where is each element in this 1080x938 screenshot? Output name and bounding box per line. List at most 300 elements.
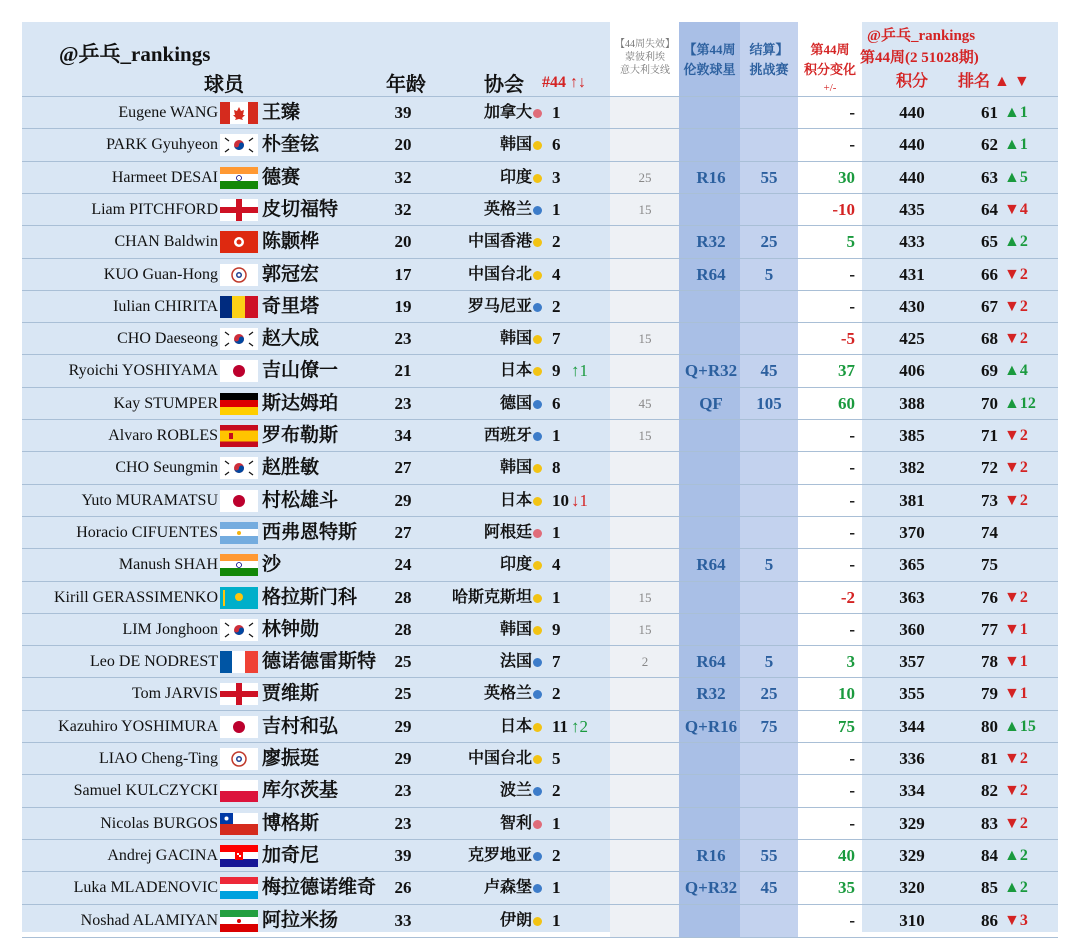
world-rank: 66: [981, 264, 998, 284]
player-chinese-name: 梅拉德诺维奇: [262, 877, 377, 899]
week44-rank-in-assoc: 7: [552, 652, 561, 672]
points-total: 440: [899, 167, 925, 187]
challenge-band: [740, 808, 798, 840]
player-english-name: Kirill GERASSIMENKO: [53, 588, 218, 606]
week44-rank-in-assoc: 2: [552, 296, 561, 316]
player-association: 中国香港: [467, 233, 532, 251]
week44-rank-in-assoc: 6: [552, 135, 561, 155]
india-flag-icon: [220, 167, 258, 189]
table-row: [22, 516, 1058, 549]
world-rank: 82: [981, 781, 998, 801]
player-association: 英格兰: [483, 685, 532, 703]
player-association: 波兰: [499, 782, 532, 800]
stage-band: [679, 194, 740, 226]
challenge-points: 105: [756, 393, 782, 413]
table-row: [22, 322, 1058, 355]
taipei-flag-icon: [220, 264, 258, 286]
week44-rank-in-assoc: 2: [552, 781, 561, 801]
player-association: 韩国: [499, 620, 532, 638]
player-english-name: Manush SHAH: [118, 556, 218, 574]
points-total: 370: [899, 522, 925, 542]
points-total: 435: [899, 199, 925, 219]
player-english-name: Luka MLADENOVIC: [73, 879, 218, 897]
challenge-points: 45: [760, 878, 778, 898]
england-flag-icon: [220, 683, 258, 705]
rank-movement: ▼2: [1004, 330, 1028, 348]
week44-rank-in-assoc: 1: [552, 587, 561, 607]
world-rank: 81: [981, 749, 998, 768]
association-dot-icon: [533, 464, 542, 473]
world-rank: 86: [981, 910, 998, 930]
player-association: 印度: [499, 556, 532, 574]
world-rank: 84: [981, 845, 998, 865]
points-total: 381: [899, 490, 925, 510]
player-age: 27: [394, 522, 412, 542]
player-chinese-name: 阿拉米扬: [262, 909, 339, 931]
lost-points-band: [610, 840, 679, 872]
world-rank: 61: [981, 103, 998, 122]
points-change: -: [849, 296, 855, 316]
table-row: [22, 613, 1058, 646]
week44-rank-in-assoc: 2: [552, 684, 561, 704]
lost-points: 15: [638, 331, 652, 347]
table-row: [22, 419, 1058, 452]
week44-stage: R64: [696, 652, 726, 672]
points-change: 60: [838, 393, 855, 413]
japan-flag-icon: [220, 490, 258, 512]
player-english-name: CHO Seungmin: [115, 459, 218, 477]
korea-flag-icon: [220, 328, 258, 350]
player-english-name: Eugene WANG: [118, 104, 218, 121]
player-english-name: Andrej GACINA: [107, 846, 218, 864]
association-dot-icon: [533, 561, 542, 570]
world-rank: 71: [981, 426, 998, 445]
spain-flag-icon: [220, 425, 258, 447]
stage-band: [679, 485, 740, 517]
header-change-sub: +/-: [823, 82, 837, 94]
points-change: -: [849, 781, 855, 801]
player-english-name: CHAN Baldwin: [114, 233, 218, 251]
week44-rank-in-assoc: 4: [552, 555, 561, 575]
player-chinese-name: 村松雄斗: [262, 489, 339, 511]
week44-rank-in-assoc: 7: [552, 329, 561, 349]
rank-movement: ▼2: [1004, 265, 1028, 283]
player-age: 23: [394, 393, 412, 413]
points-total: 334: [899, 781, 925, 801]
week44-stage: R32: [696, 684, 726, 704]
germany-flag-icon: [220, 393, 258, 415]
korea-flag-icon: [220, 134, 258, 156]
world-rank: 80: [981, 716, 998, 736]
player-chinese-name: 吉村和弘: [262, 715, 339, 737]
table-row: [22, 839, 1058, 872]
player-association: 智利: [499, 814, 532, 832]
week44-rank-in-assoc: 8: [552, 458, 561, 478]
chile-flag-icon: [220, 813, 258, 835]
association-dot-icon: [533, 271, 542, 280]
player-association: 韩国: [499, 136, 532, 154]
week44-rank-in-assoc: 1: [552, 813, 561, 833]
lost-points-band: [610, 711, 679, 743]
player-association: 加拿大: [483, 104, 532, 121]
luxembourg-flag-icon: [220, 877, 258, 899]
week44-rank-in-assoc: 6: [552, 393, 561, 413]
points-change: -: [849, 458, 855, 478]
player-age: 28: [394, 619, 412, 639]
england-flag-icon: [220, 199, 258, 221]
player-english-name: Leo DE NODREST: [90, 653, 218, 671]
korea-flag-icon: [220, 619, 258, 641]
points-total: 329: [899, 845, 925, 865]
player-age: 17: [394, 264, 412, 284]
association-dot-icon: [533, 884, 542, 893]
player-chinese-name: 库尔茨基: [262, 780, 339, 802]
croatia-flag-icon: [220, 845, 258, 867]
week44-rank-in-assoc: 9: [552, 361, 561, 381]
player-english-name: LIM Jonghoon: [122, 620, 218, 638]
week44-stage: R32: [696, 232, 726, 252]
stage-band: [679, 614, 740, 646]
table-row: [22, 774, 1058, 807]
challenge-band: [740, 291, 798, 323]
points-total: 440: [899, 103, 925, 122]
player-age: 23: [394, 813, 412, 833]
challenge-points: 5: [764, 652, 774, 672]
rank-movement: ▼2: [1004, 491, 1028, 509]
player-age: 32: [394, 199, 412, 219]
challenge-points: 55: [760, 845, 778, 865]
player-association: 法国: [499, 653, 532, 671]
challenge-band: [740, 775, 798, 807]
lost-points: 25: [638, 169, 652, 185]
player-chinese-name: 贾维斯: [262, 683, 320, 705]
table-row: [22, 677, 1058, 710]
stage-band: [679, 129, 740, 161]
player-chinese-name: 赵胜敏: [262, 457, 320, 479]
player-association: 日本: [499, 362, 532, 380]
challenge-points: 25: [760, 684, 778, 704]
stage-band: [679, 420, 740, 452]
table-row: [22, 193, 1058, 226]
challenge-band: [740, 905, 798, 937]
week44-rank-in-assoc: 9: [552, 619, 561, 639]
ranking-table: [22, 22, 1058, 932]
rank-movement: ▼2: [1004, 750, 1028, 767]
header-settle: 结算】 挑战赛: [749, 42, 789, 77]
kazakhstan-flag-icon: [220, 587, 258, 609]
week44-rank-in-assoc: 1: [552, 522, 561, 542]
points-change: 5: [846, 232, 855, 252]
points-change: -: [849, 910, 855, 930]
world-rank: 75: [981, 555, 998, 575]
stage-band: [679, 97, 740, 129]
lost-points: 15: [638, 201, 652, 217]
rank-movement: ▲2: [1004, 233, 1028, 251]
association-dot-icon: [533, 400, 542, 409]
player-chinese-name: 王臻: [262, 102, 301, 123]
japan-flag-icon: [220, 716, 258, 738]
lost-points-band: [610, 259, 679, 291]
week44-rank-in-assoc: 1: [552, 103, 561, 122]
points-change: 30: [838, 167, 855, 187]
player-english-name: Noshad ALAMIYAN: [80, 911, 218, 929]
lost-points: 15: [638, 621, 652, 637]
challenge-points: 5: [764, 555, 774, 575]
association-dot-icon: [533, 852, 542, 861]
points-total: 360: [899, 619, 925, 639]
table-row: [22, 258, 1058, 291]
rank-movement: ▼2: [1004, 782, 1028, 800]
player-english-name: KUO Guan-Hong: [103, 265, 218, 283]
association-dot-icon: [533, 367, 542, 376]
romania-flag-icon: [220, 296, 258, 318]
player-chinese-name: 廖振珽: [262, 748, 320, 769]
header-points: 积分: [895, 73, 928, 90]
week44-rank-in-assoc: 10: [552, 490, 569, 510]
week44-stage: Q+R32: [684, 361, 738, 381]
points-change: -: [849, 522, 855, 542]
header-week44: 【第44周 伦敦球星: [683, 42, 736, 77]
table-row: [22, 96, 1058, 129]
taipei-flag-icon: [220, 748, 258, 770]
player-chinese-name: 加奇尼: [262, 844, 320, 866]
rank-movement: ▼2: [1004, 297, 1028, 315]
player-chinese-name: 斯达姆珀: [262, 392, 339, 414]
player-association: 罗马尼亚: [467, 297, 532, 315]
player-chinese-name: 沙: [262, 554, 282, 576]
points-total: 406: [899, 361, 925, 381]
lost-points-band: [610, 485, 679, 517]
points-total: 388: [899, 393, 925, 413]
player-age: 29: [394, 749, 412, 768]
world-rank: 62: [981, 135, 998, 155]
association-dot-icon: [533, 174, 542, 183]
week44-rank-in-assoc: 1: [552, 426, 561, 445]
challenge-band: [740, 485, 798, 517]
header-rank: 排名 ▲ ▼: [958, 73, 1030, 90]
table-row: [22, 290, 1058, 323]
player-age: 39: [394, 845, 412, 865]
player-english-name: LIAO Cheng-Ting: [99, 750, 218, 767]
world-rank: 74: [981, 522, 998, 542]
header-period: 第44周(2 51028期): [860, 50, 979, 66]
table-header: [22, 22, 1058, 96]
player-english-name: PARK Gyuhyeon: [106, 136, 218, 154]
points-change: -2: [840, 587, 855, 607]
lost-points-band: [610, 905, 679, 937]
points-total: 385: [899, 426, 925, 445]
challenge-band: [740, 582, 798, 614]
rank-movement: ▼1: [1004, 653, 1028, 671]
points-change: -: [849, 135, 855, 155]
table-row: [22, 451, 1058, 484]
player-english-name: Tom JARVIS: [131, 685, 218, 703]
points-total: 355: [899, 684, 925, 704]
table-row: [22, 161, 1058, 194]
player-english-name: Iulian CHIRITA: [113, 297, 218, 315]
rank-movement: ▼4: [1004, 200, 1028, 218]
player-age: 29: [394, 716, 412, 736]
player-chinese-name: 格拉斯门科: [262, 586, 358, 608]
association-dot-icon: [533, 303, 542, 312]
lost-points-band: [610, 129, 679, 161]
week44-stage: QF: [699, 393, 723, 413]
association-dot-icon: [533, 497, 542, 506]
lost-points-band: [610, 97, 679, 129]
association-dot-icon: [533, 238, 542, 247]
stage-band: [679, 582, 740, 614]
player-association: 日本: [499, 717, 532, 735]
week44-stage: R64: [696, 264, 726, 284]
player-english-name: Nicolas BURGOS: [100, 814, 218, 832]
player-chinese-name: 博格斯: [262, 812, 320, 834]
lost-points-band: [610, 226, 679, 258]
player-english-name: Kay STUMPER: [113, 394, 218, 412]
association-dot-icon: [533, 787, 542, 796]
table-row: [22, 645, 1058, 678]
points-change: -: [849, 555, 855, 575]
week44-rank-in-assoc: 3: [552, 167, 561, 187]
lost-points: 15: [638, 589, 652, 605]
challenge-points: 55: [760, 167, 778, 187]
player-chinese-name: 皮切福特: [262, 198, 339, 220]
stage-band: [679, 291, 740, 323]
player-age: 34: [394, 426, 412, 445]
points-change: 75: [838, 716, 855, 736]
world-rank: 85: [981, 878, 998, 898]
association-dot-icon: [533, 626, 542, 635]
world-rank: 70: [981, 393, 998, 413]
points-change: -: [849, 749, 855, 768]
iran-flag-icon: [220, 910, 258, 932]
association-dot-icon: [533, 206, 542, 215]
association-dot-icon: [533, 335, 542, 344]
points-total: 357: [899, 652, 925, 672]
rank-movement: ▼1: [1004, 620, 1028, 638]
challenge-points: 75: [760, 716, 778, 736]
player-age: 23: [394, 329, 412, 349]
player-age: 29: [394, 490, 412, 510]
table-row: [22, 548, 1058, 581]
player-english-name: Ryoichi YOSHIYAMA: [68, 362, 218, 380]
points-total: 382: [899, 458, 925, 478]
japan-flag-icon: [220, 360, 258, 382]
table-row: [22, 225, 1058, 258]
player-age: 25: [394, 652, 412, 672]
world-rank: 69: [981, 361, 998, 381]
week44-stage: R16: [696, 845, 726, 865]
player-association: 中国台北: [467, 750, 532, 767]
world-rank: 65: [981, 232, 998, 252]
week44-stage: R64: [696, 555, 726, 575]
table-row: [22, 387, 1058, 420]
stage-band: [679, 323, 740, 355]
assoc-rank-change: ↑1: [571, 361, 588, 381]
points-total: 320: [899, 878, 925, 898]
header-change: 第44周 积分变化: [803, 42, 856, 77]
table-row: [22, 742, 1058, 775]
rank-movement: ▲15: [1004, 717, 1036, 735]
player-association: 日本: [499, 491, 532, 509]
table-row: [22, 484, 1058, 517]
player-association: 中国台北: [467, 265, 532, 283]
player-english-name: Yuto MURAMATSU: [81, 491, 218, 509]
table-row: [22, 128, 1058, 161]
lost-points: 15: [638, 428, 652, 443]
points-change: -10: [832, 199, 855, 219]
points-change: 3: [846, 652, 855, 672]
stage-band: [679, 775, 740, 807]
header-n44: #44 ↑↓: [542, 74, 586, 91]
player-association: 阿根廷: [483, 523, 532, 541]
table-row: [22, 354, 1058, 387]
poland-flag-icon: [220, 780, 258, 802]
points-total: 433: [899, 232, 925, 252]
points-change: 10: [838, 684, 855, 704]
rank-movement: ▲5: [1004, 168, 1028, 186]
association-dot-icon: [533, 723, 542, 732]
challenge-band: [740, 420, 798, 452]
points-total: 440: [899, 135, 925, 155]
india-flag-icon: [220, 554, 258, 576]
association-dot-icon: [533, 141, 542, 150]
points-total: 365: [899, 555, 925, 575]
brand-watermark: @乒乓_rankings: [59, 42, 211, 66]
points-change: 35: [838, 878, 855, 898]
hongkong-flag-icon: [220, 231, 258, 253]
player-chinese-name: 赵大成: [262, 328, 320, 350]
points-total: 431: [899, 264, 925, 284]
player-english-name: Kazuhiro YOSHIMURA: [58, 717, 218, 735]
argentina-flag-icon: [220, 522, 258, 544]
player-chinese-name: 陈颢桦: [262, 231, 320, 253]
table-row: [22, 581, 1058, 614]
player-english-name: Harmeet DESAI: [111, 168, 218, 186]
challenge-points: 25: [760, 232, 778, 252]
challenge-band: [740, 97, 798, 129]
player-association: 英格兰: [483, 200, 532, 218]
table-row: [22, 871, 1058, 904]
challenge-band: [740, 743, 798, 775]
week44-rank-in-assoc: 4: [552, 264, 561, 284]
points-change: -: [849, 264, 855, 284]
world-rank: 83: [981, 813, 998, 833]
week44-rank-in-assoc: 1: [552, 910, 561, 930]
stage-band: [679, 808, 740, 840]
player-age: 25: [394, 684, 412, 704]
rank-movement: ▲2: [1004, 879, 1028, 897]
rank-movement: ▲1: [1004, 104, 1028, 121]
stage-band: [679, 743, 740, 775]
week44-stage: R16: [696, 167, 726, 187]
rank-movement: ▼2: [1004, 814, 1028, 832]
rank-movement: ▼1: [1004, 685, 1028, 703]
challenge-band: [740, 323, 798, 355]
challenge-band: [740, 129, 798, 161]
association-dot-icon: [533, 917, 542, 926]
week44-rank-in-assoc: 1: [552, 199, 561, 219]
player-chinese-name: 林钟勋: [262, 618, 320, 640]
player-chinese-name: 郭冠宏: [262, 263, 320, 285]
rank-movement: ▼2: [1004, 588, 1028, 606]
association-dot-icon: [533, 432, 542, 441]
world-rank: 77: [981, 619, 998, 639]
points-change: -: [849, 103, 855, 122]
player-age: 19: [394, 296, 412, 316]
lost-points-band: [610, 355, 679, 387]
challenge-band: [740, 452, 798, 484]
week44-rank-in-assoc: 11: [552, 716, 569, 736]
